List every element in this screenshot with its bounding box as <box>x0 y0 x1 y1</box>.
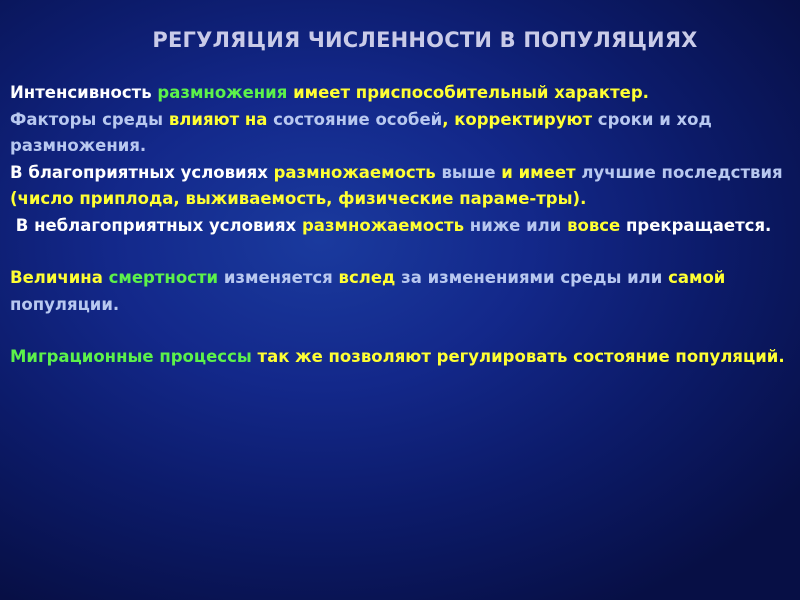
text-segment: Миграционные процессы <box>10 347 252 366</box>
paragraph-favorable-conditions <box>10 160 785 213</box>
paragraph-unfavorable-conditions <box>10 213 785 240</box>
text-segment: смертности <box>108 268 219 287</box>
text-segment: В неблагоприятных условиях <box>10 215 302 235</box>
text-segment: размножаемость <box>301 215 465 235</box>
text-segment: вслед <box>338 268 396 287</box>
text-segment: , корректируют <box>442 109 593 129</box>
text-segment: размножения <box>157 83 288 102</box>
text-segment: имеет приспособительный характер. <box>287 83 649 102</box>
text-segment: за изменениями среды или <box>395 268 669 287</box>
text-segment: так же позволяют регулировать состояние популяций. <box>251 347 785 366</box>
text-segment: В благоприятных условиях <box>10 162 274 182</box>
text-segment: изменяется <box>218 268 339 287</box>
text-segment: вовсе <box>567 215 621 235</box>
text-segment: сроки и ход размножения. <box>10 109 712 155</box>
text-segment: самой <box>668 268 726 287</box>
slide-body <box>10 80 785 371</box>
slide-title: РЕГУЛЯЦИЯ ЧИСЛЕННОСТИ В ПОПУЛЯЦИЯХ <box>152 28 698 52</box>
paragraph-spacer <box>10 239 785 265</box>
text-segment: состояние особей <box>267 109 443 129</box>
text-segment: популяции. <box>10 294 120 314</box>
text-segment: и имеет <box>501 162 576 182</box>
paragraph-reproduction-intensity <box>10 80 785 160</box>
paragraph-migration <box>10 344 785 371</box>
paragraph-mortality <box>10 265 785 318</box>
text-segment: влияют на <box>168 109 268 129</box>
text-segment: размножаемость <box>273 162 436 182</box>
paragraph-spacer <box>10 318 785 344</box>
text-segment: Интенсивность <box>10 83 158 102</box>
text-segment: (число приплода, выживаемость, физические параме-тры). <box>10 189 587 208</box>
text-segment: выше <box>435 162 502 182</box>
text-segment: ниже или <box>464 215 568 235</box>
text-segment: прекращается. <box>620 215 772 235</box>
text-segment: лучшие последствия <box>575 162 783 182</box>
text-segment: Величина <box>10 268 109 287</box>
text-segment: Факторы среды <box>10 109 169 129</box>
